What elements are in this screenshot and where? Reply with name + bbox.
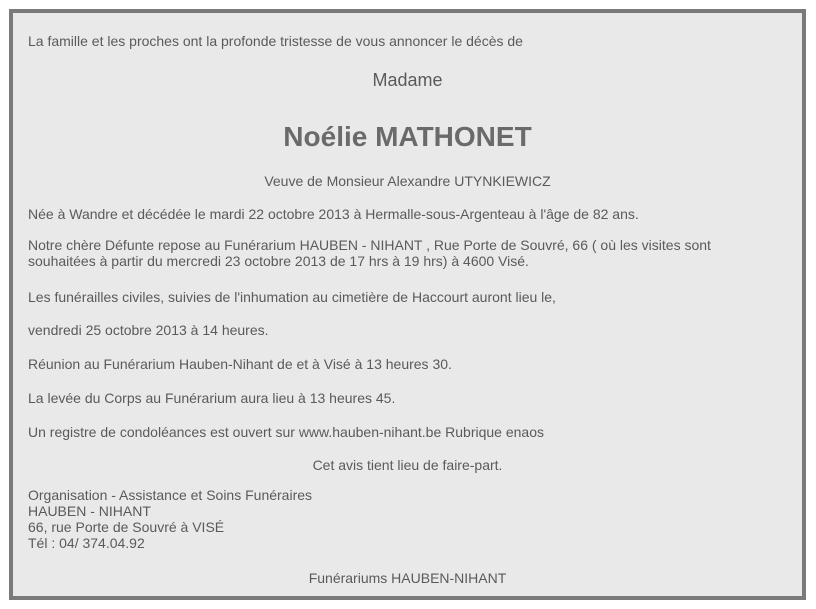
rest-paragraph bbox=[28, 237, 711, 269]
org-line-1: Organisation - Assistance et Soins Funéraires bbox=[28, 487, 313, 503]
birth-death-text: Née à Wandre et décédée le mardi 22 octobre 2013 à Hermalle-sous-Argenteau à l'âge de 82 ans. bbox=[28, 206, 639, 222]
organisation-block bbox=[28, 487, 312, 551]
intro-text: La famille et les proches ont la profonde tristesse de vous annoncer le décès de bbox=[28, 33, 523, 49]
meeting-text: Réunion au Funérarium Hauben-Nihant de et à Visé à 13 heures 30. bbox=[28, 356, 452, 372]
death-notice bbox=[9, 9, 806, 600]
org-line-4: Tél : 04/ 374.04.92 bbox=[28, 535, 145, 551]
widow-line: Veuve de Monsieur Alexandre UTYNKIEWICZ bbox=[264, 173, 551, 189]
rest-line-1: Notre chère Défunte repose au Funérarium HAUBEN - NIHANT , Rue Porte de Souvré, 66 ( où les visites sont bbox=[28, 237, 711, 253]
funeral-text: Les funérailles civiles, suivies de l'inhumation au cimetière de Haccourt auront lieu le, bbox=[28, 289, 556, 305]
rest-line-2: souhaitées à partir du mercredi 23 octobre 2013 de 17 hrs à 19 hrs) à 4600 Visé. bbox=[28, 253, 529, 269]
funeral-date: vendredi 25 octobre 2013 à 14 heures. bbox=[28, 322, 269, 338]
org-line-3: 66, rue Porte de Souvré à VISÉ bbox=[28, 519, 225, 535]
title-madame: Madame bbox=[372, 70, 443, 90]
faire-part-text: Cet avis tient lieu de faire-part. bbox=[312, 457, 503, 473]
footer-signature: Funérariums HAUBEN-NIHANT bbox=[308, 570, 507, 586]
register-text: Un registre de condoléances est ouvert sur www.hauben-nihant.be Rubrique enaos bbox=[28, 424, 544, 440]
levee-text: La levée du Corps au Funérarium aura lieu à 13 heures 45. bbox=[28, 390, 396, 406]
deceased-name: Noélie MATHONET bbox=[283, 121, 532, 152]
org-line-2: HAUBEN - NIHANT bbox=[28, 503, 151, 519]
